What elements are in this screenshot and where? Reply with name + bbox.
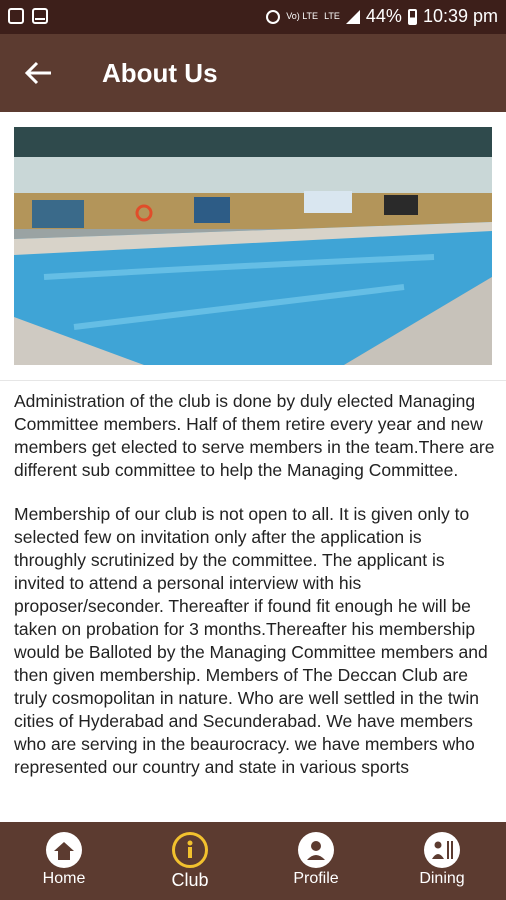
nav-profile[interactable]: [266, 822, 366, 900]
battery-percent: 44%: [365, 6, 402, 26]
alarm-icon: [266, 10, 280, 24]
dining-icon: [424, 832, 460, 868]
paragraph: Membership of our club is not open to all. It is given only to selected few on invitation only after the application is throughly scrutinized by the committee. The applicant is invited to attend a personal interview with his proposer/seconder. Thereafter if found fit enough he will be taken on probation for 3 months.Thereafter his membership would be Balloted by the Managing Committee members and then given membership. Members of The Deccan Club are truly cosmopolitan in nature. Who are well settled in the twin cities of Hyderabad and Secunderabad. We have members who are serving in the beaurocracy. we have members who represented our country and state in various sports: [14, 504, 488, 777]
lte-indicator: LTE: [324, 11, 340, 21]
paragraph: Administration of the club is done by duly elected Managing Committee members. Half of them retire every year and new members get elected to serve members in the team.There are different sub committee to help the Managing Committee.: [14, 391, 495, 480]
pool-image: [14, 127, 492, 365]
nav-label: Dining: [419, 870, 465, 887]
signal-icon: [346, 10, 360, 24]
mail-icon: [32, 8, 48, 24]
info-icon: [172, 832, 208, 868]
nav-label: Profile: [293, 870, 339, 887]
arrow-left-icon: [22, 56, 56, 90]
nav-club[interactable]: [140, 822, 240, 900]
nav-label: Club: [171, 870, 209, 890]
status-bar: [0, 0, 506, 34]
nav-label: Home: [42, 870, 86, 887]
back-button[interactable]: [22, 56, 56, 90]
volte-indicator: Vo) LTE: [286, 11, 319, 21]
divider: [0, 380, 506, 381]
home-icon: [46, 832, 82, 868]
nav-home[interactable]: [14, 822, 114, 900]
app-bar: [0, 34, 506, 112]
about-text: [14, 390, 496, 800]
battery-icon: [408, 9, 417, 25]
status-right: [266, 6, 498, 27]
nav-dining[interactable]: [392, 822, 492, 900]
clock: 10:39 pm: [422, 6, 498, 26]
image-icon: [8, 8, 24, 24]
profile-icon: [298, 832, 334, 868]
page-title: About Us: [102, 58, 218, 88]
status-left: [8, 8, 48, 24]
content-area[interactable]: [0, 112, 506, 822]
bottom-nav: [0, 822, 506, 900]
